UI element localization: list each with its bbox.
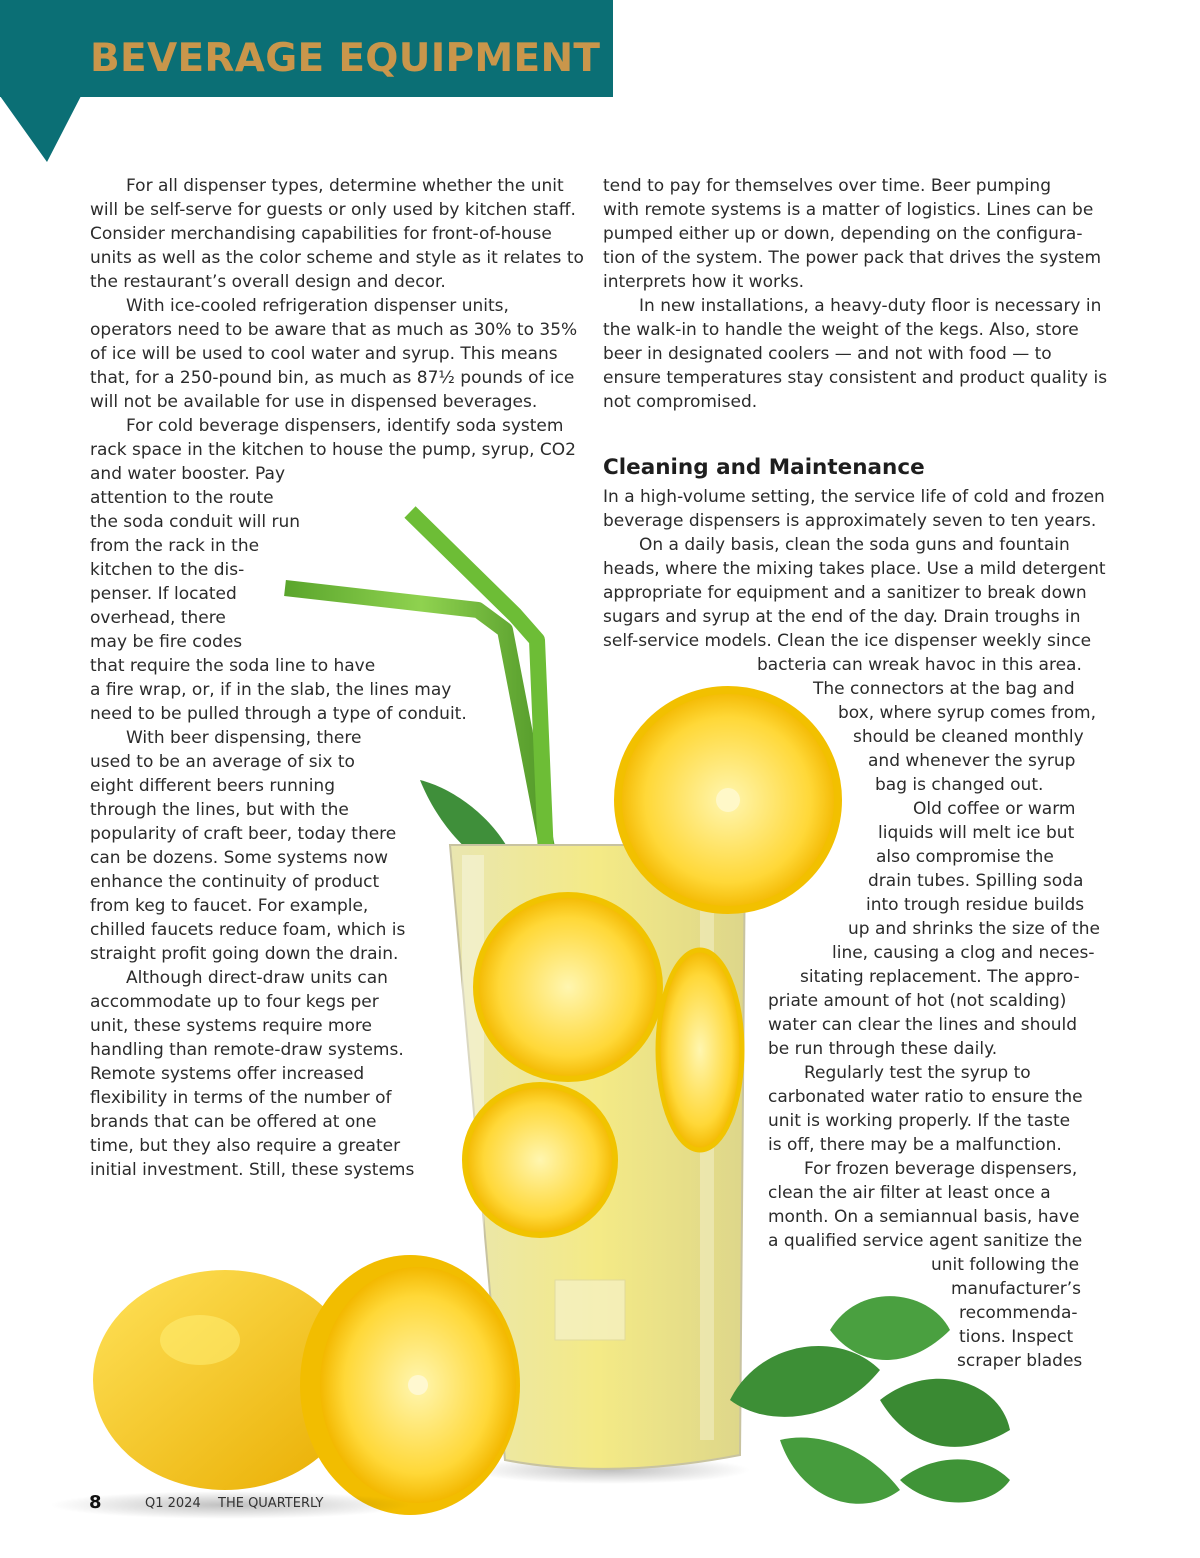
text-line: need to be pulled through a type of conduit. xyxy=(90,704,467,724)
text-line: through the lines, but with the xyxy=(90,800,349,820)
text-line: tions. Inspect xyxy=(959,1327,1074,1347)
text-line: In new installations, a heavy-duty floor is necessary in xyxy=(639,296,1102,316)
text-line: can be dozens. Some systems now xyxy=(90,848,389,868)
text-line: On a daily basis, clean the soda guns and fountain xyxy=(639,535,1070,555)
text-line: For frozen beverage dispensers, xyxy=(804,1159,1078,1179)
text-line: Old coffee or warm xyxy=(913,799,1076,819)
text-line: beer in designated coolers — and not with food — to xyxy=(603,344,1052,364)
text-line: initial investment. Still, these systems xyxy=(90,1160,415,1180)
text-line: will not be available for use in dispensed beverages. xyxy=(90,392,538,412)
text-line: chilled faucets reduce foam, which is xyxy=(90,920,406,940)
text-line: rack space in the kitchen to house the pump, syrup, CO2 xyxy=(90,440,576,460)
text-line: beverage dispensers is approximately seven to ten years. xyxy=(603,511,1097,531)
text-line: heads, where the mixing takes place. Use a mild detergent xyxy=(603,559,1106,579)
text-line: unit is working properly. If the taste xyxy=(768,1111,1071,1131)
text-line: appropriate for equipment and a sanitizer to break down xyxy=(603,583,1087,603)
text-line: For all dispenser types, determine whether the unit xyxy=(126,176,564,196)
text-line: and whenever the syrup xyxy=(868,751,1076,771)
text-line: Although direct-draw units can xyxy=(126,968,388,988)
text-line: from the rack in the xyxy=(90,536,260,556)
text-line: unit following the xyxy=(931,1255,1080,1275)
text-line: priate amount of hot (not scalding) xyxy=(768,991,1067,1011)
text-line: box, where syrup comes from, xyxy=(838,703,1097,723)
text-line: In a high-volume setting, the service life of cold and frozen xyxy=(603,487,1105,507)
text-line: month. On a semiannual basis, have xyxy=(768,1207,1080,1227)
section-subheading: Cleaning and Maintenance xyxy=(603,455,925,480)
text-line: self-service models. Clean the ice dispenser weekly since xyxy=(603,631,1092,651)
text-line: penser. If located xyxy=(90,584,237,604)
text-line: a qualified service agent sanitize the xyxy=(768,1231,1083,1251)
text-line: water can clear the lines and should xyxy=(768,1015,1078,1035)
text-line: the restaurant’s overall design and decor. xyxy=(90,272,446,292)
text-line: sugars and syrup at the end of the day. Drain troughs in xyxy=(603,607,1081,627)
issue-label: Q1 2024 xyxy=(145,1496,201,1511)
page-number: 8 xyxy=(89,1492,102,1513)
text-line: used to be an average of six to xyxy=(90,752,355,772)
text-line: operators need to be aware that as much as 30% to 35% xyxy=(90,320,578,340)
text-line: is off, there may be a malfunction. xyxy=(768,1135,1062,1155)
text-line: The connectors at the bag and xyxy=(813,679,1075,699)
text-line: For cold beverage dispensers, identify soda system xyxy=(126,416,564,436)
text-line: from keg to faucet. For example, xyxy=(90,896,369,916)
text-line: and water booster. Pay xyxy=(90,464,286,484)
text-line: units as well as the color scheme and style as it relates to xyxy=(90,248,584,268)
text-line: that, for a 250-pound bin, as much as 87½ pounds of ice xyxy=(90,368,575,388)
publication-name: THE QUARTERLY xyxy=(218,1496,324,1511)
text-line: may be fire codes xyxy=(90,632,243,652)
text-line: enhance the continuity of product xyxy=(90,872,380,892)
text-line: bacteria can wreak havoc in this area. xyxy=(757,655,1082,675)
text-line: carbonated water ratio to ensure the xyxy=(768,1087,1083,1107)
text-line: kitchen to the dis- xyxy=(90,560,245,580)
text-line: a fire wrap, or, if in the slab, the lines may xyxy=(90,680,452,700)
text-line: With beer dispensing, there xyxy=(126,728,362,748)
text-line: popularity of craft beer, today there xyxy=(90,824,397,844)
text-line: Consider merchandising capabilities for front-of-house xyxy=(90,224,552,244)
text-line: manufacturer’s xyxy=(951,1279,1082,1299)
text-line: sitating replacement. The appro- xyxy=(800,967,1080,987)
text-line: attention to the route xyxy=(90,488,274,508)
text-line: of ice will be used to cool water and syrup. This means xyxy=(90,344,558,364)
text-line: With ice-cooled refrigeration dispenser units, xyxy=(126,296,509,316)
text-line: with remote systems is a matter of logistics. Lines can be xyxy=(603,200,1094,220)
text-line: be run through these daily. xyxy=(768,1039,998,1059)
text-line: accommodate up to four kegs per xyxy=(90,992,379,1012)
text-line: pumped either up or down, depending on the configura- xyxy=(603,224,1083,244)
text-line: overhead, there xyxy=(90,608,226,628)
text-line: clean the air filter at least once a xyxy=(768,1183,1051,1203)
text-line: the soda conduit will run xyxy=(90,512,301,532)
text-line: eight different beers running xyxy=(90,776,335,796)
text-line: tend to pay for themselves over time. Beer pumping xyxy=(603,176,1052,196)
text-line: recommenda- xyxy=(959,1303,1078,1323)
text-line: line, causing a clog and neces- xyxy=(832,943,1095,963)
text-line: into trough residue builds xyxy=(866,895,1085,915)
text-line: interprets how it works. xyxy=(603,272,805,292)
text-line: ensure temperatures stay consistent and product quality is xyxy=(603,368,1108,388)
text-line: straight profit going down the drain. xyxy=(90,944,399,964)
text-line: Regularly test the syrup to xyxy=(804,1063,1031,1083)
text-line: Remote systems offer increased xyxy=(90,1064,365,1084)
text-line: drain tubes. Spilling soda xyxy=(868,871,1084,891)
text-line: tion of the system. The power pack that drives the system xyxy=(603,248,1102,268)
text-line: should be cleaned monthly xyxy=(853,727,1084,747)
section-title: BEVERAGE EQUIPMENT xyxy=(90,36,601,81)
text-line: flexibility in terms of the number of xyxy=(90,1088,392,1108)
text-line: also compromise the xyxy=(876,847,1054,867)
text-line: will be self-serve for guests or only used by kitchen staff. xyxy=(90,200,576,220)
text-line: brands that can be offered at one xyxy=(90,1112,377,1132)
text-line: up and shrinks the size of the xyxy=(848,919,1100,939)
text-line: that require the soda line to have xyxy=(90,656,376,676)
text-line: not compromised. xyxy=(603,392,758,412)
text-line: scraper blades xyxy=(957,1351,1083,1371)
text-line: liquids will melt ice but xyxy=(878,823,1075,843)
text-line: bag is changed out. xyxy=(875,775,1044,795)
text-line: the walk-in to handle the weight of the kegs. Also, store xyxy=(603,320,1079,340)
text-line: time, but they also require a greater xyxy=(90,1136,401,1156)
text-line: unit, these systems require more xyxy=(90,1016,372,1036)
text-line: handling than remote-draw systems. xyxy=(90,1040,404,1060)
